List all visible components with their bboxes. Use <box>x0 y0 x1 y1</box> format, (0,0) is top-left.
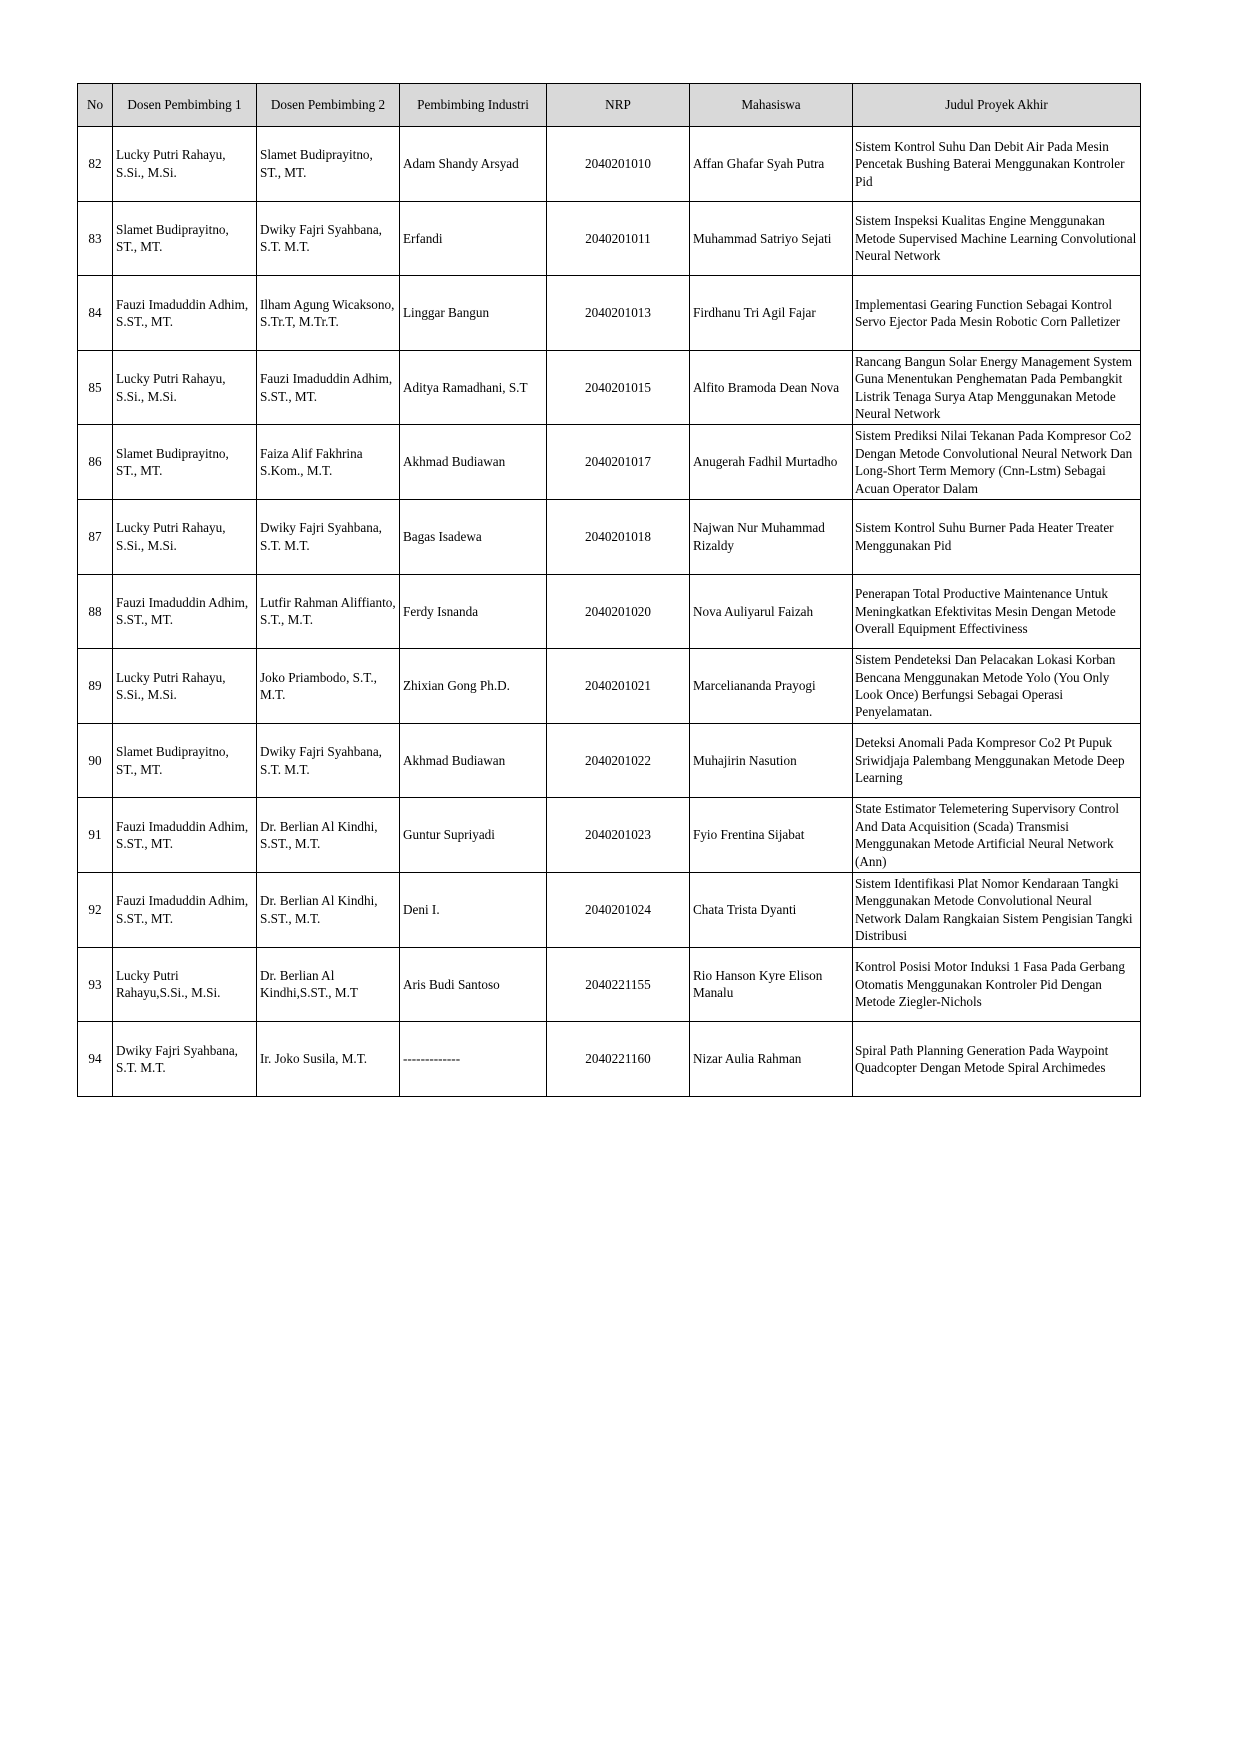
cell-nrp: 2040201011 <box>547 201 690 276</box>
cell-dosen-pembimbing-2: Slamet Budiprayitno, ST., MT. <box>257 127 400 202</box>
cell-pembimbing-industri: Zhixian Gong Ph.D. <box>400 649 547 724</box>
cell-judul-proyek-akhir: Kontrol Posisi Motor Induksi 1 Fasa Pada Gerbang Otomatis Menggunakan Kontroler Pid Dengan Metode Ziegler-Nichols <box>853 947 1141 1022</box>
table-row <box>78 574 1141 649</box>
cell-mahasiswa: Rio Hanson Kyre Elison Manalu <box>690 947 853 1022</box>
table-row <box>78 649 1141 724</box>
cell-judul-proyek-akhir: State Estimator Telemetering Supervisory Control And Data Acquisition (Scada) Transmisi Menggunakan Metode Artificial Neural Network (Ann) <box>853 798 1141 873</box>
cell-mahasiswa: Anugerah Fadhil Murtadho <box>690 425 853 500</box>
cell-nrp: 2040201013 <box>547 276 690 351</box>
cell-judul-proyek-akhir: Rancang Bangun Solar Energy Management System Guna Menentukan Penghematan Pada Pembangkit Listrik Tenaga Surya Atap Menggunakan Metode Neural Network <box>853 350 1141 425</box>
cell-dosen-pembimbing-2: Dwiky Fajri Syahbana, S.T. M.T. <box>257 723 400 798</box>
cell-judul-proyek-akhir: Sistem Kontrol Suhu Dan Debit Air Pada Mesin Pencetak Bushing Baterai Menggunakan Kontroler Pid <box>853 127 1141 202</box>
cell-dosen-pembimbing-1: Slamet Budiprayitno, ST., MT. <box>113 201 257 276</box>
header-mahasiswa: Mahasiswa <box>690 84 853 127</box>
cell-mahasiswa: Muhajirin Nasution <box>690 723 853 798</box>
cell-judul-proyek-akhir: Implementasi Gearing Function Sebagai Kontrol Servo Ejector Pada Mesin Robotic Corn Palletizer <box>853 276 1141 351</box>
cell-pembimbing-industri: Akhmad Budiawan <box>400 425 547 500</box>
table-row <box>78 723 1141 798</box>
cell-dosen-pembimbing-2: Lutfir Rahman Aliffianto, S.T., M.T. <box>257 574 400 649</box>
cell-dosen-pembimbing-2: Joko Priambodo, S.T., M.T. <box>257 649 400 724</box>
cell-judul-proyek-akhir: Sistem Prediksi Nilai Tekanan Pada Kompresor Co2 Dengan Metode Convolutional Neural Network Dan Long-Short Term Memory (Cnn-Lstm) Sebagai Acuan Operator Dalam <box>853 425 1141 500</box>
table-row <box>78 201 1141 276</box>
cell-pembimbing-industri: Aditya Ramadhani, S.T <box>400 350 547 425</box>
cell-mahasiswa: Firdhanu Tri Agil Fajar <box>690 276 853 351</box>
cell-mahasiswa: Muhammad Satriyo Sejati <box>690 201 853 276</box>
cell-nrp: 2040201021 <box>547 649 690 724</box>
cell-pembimbing-industri: Akhmad Budiawan <box>400 723 547 798</box>
cell-dosen-pembimbing-2: Dr. Berlian Al Kindhi, S.ST., M.T. <box>257 872 400 947</box>
table-row <box>78 350 1141 425</box>
table-row <box>78 1022 1141 1097</box>
header-dosen-pembimbing-1: Dosen Pembimbing 1 <box>113 84 257 127</box>
cell-pembimbing-industri: Ferdy Isnanda <box>400 574 547 649</box>
table-row <box>78 872 1141 947</box>
cell-no: 83 <box>78 201 113 276</box>
cell-mahasiswa: Affan Ghafar Syah Putra <box>690 127 853 202</box>
cell-judul-proyek-akhir: Sistem Inspeksi Kualitas Engine Menggunakan Metode Supervised Machine Learning Convolutional Neural Network <box>853 201 1141 276</box>
cell-nrp: 2040201018 <box>547 499 690 574</box>
table-header <box>78 84 1141 127</box>
cell-dosen-pembimbing-1: Lucky Putri Rahayu, S.Si., M.Si. <box>113 350 257 425</box>
cell-judul-proyek-akhir: Sistem Identifikasi Plat Nomor Kendaraan Tangki Menggunakan Metode Convolutional Neural Network Dalam Rangkaian Sistem Pengisian Tangki Distribusi <box>853 872 1141 947</box>
cell-pembimbing-industri: Deni I. <box>400 872 547 947</box>
cell-pembimbing-industri: Guntur Supriyadi <box>400 798 547 873</box>
table-row <box>78 947 1141 1022</box>
cell-mahasiswa: Chata Trista Dyanti <box>690 872 853 947</box>
cell-dosen-pembimbing-1: Fauzi Imaduddin Adhim, S.ST., MT. <box>113 276 257 351</box>
cell-mahasiswa: Najwan Nur Muhammad Rizaldy <box>690 499 853 574</box>
cell-pembimbing-industri: Aris Budi Santoso <box>400 947 547 1022</box>
table-row <box>78 276 1141 351</box>
cell-no: 88 <box>78 574 113 649</box>
project-table <box>77 83 1141 1097</box>
cell-dosen-pembimbing-1: Slamet Budiprayitno, ST., MT. <box>113 425 257 500</box>
cell-mahasiswa: Alfito Bramoda Dean Nova <box>690 350 853 425</box>
cell-dosen-pembimbing-2: Dr. Berlian Al Kindhi,S.ST., M.T <box>257 947 400 1022</box>
cell-no: 85 <box>78 350 113 425</box>
cell-pembimbing-industri: Bagas Isadewa <box>400 499 547 574</box>
cell-nrp: 2040221160 <box>547 1022 690 1097</box>
cell-no: 94 <box>78 1022 113 1097</box>
cell-dosen-pembimbing-1: Fauzi Imaduddin Adhim, S.ST., MT. <box>113 798 257 873</box>
cell-dosen-pembimbing-1: Lucky Putri Rahayu, S.Si., M.Si. <box>113 499 257 574</box>
cell-mahasiswa: Fyio Frentina Sijabat <box>690 798 853 873</box>
cell-dosen-pembimbing-2: Faiza Alif Fakhrina S.Kom., M.T. <box>257 425 400 500</box>
cell-judul-proyek-akhir: Deteksi Anomali Pada Kompresor Co2 Pt Pupuk Sriwidjaja Palembang Menggunakan Metode Deep Learning <box>853 723 1141 798</box>
cell-dosen-pembimbing-1: Lucky Putri Rahayu,S.Si., M.Si. <box>113 947 257 1022</box>
cell-no: 92 <box>78 872 113 947</box>
cell-mahasiswa: Marcelianandа Prayogi <box>690 649 853 724</box>
cell-no: 90 <box>78 723 113 798</box>
table-row <box>78 127 1141 202</box>
cell-pembimbing-industri: Linggar Bangun <box>400 276 547 351</box>
cell-no: 93 <box>78 947 113 1022</box>
cell-no: 89 <box>78 649 113 724</box>
cell-judul-proyek-akhir: Spiral Path Planning Generation Pada Waypoint Quadcopter Dengan Metode Spiral Archimedes <box>853 1022 1141 1097</box>
header-judul-proyek-akhir: Judul Proyek Akhir <box>853 84 1141 127</box>
cell-dosen-pembimbing-2: Ir. Joko Susila, M.T. <box>257 1022 400 1097</box>
cell-mahasiswa: Nova Auliyarul Faizah <box>690 574 853 649</box>
header-nrp: NRP <box>547 84 690 127</box>
cell-dosen-pembimbing-1: Lucky Putri Rahayu, S.Si., M.Si. <box>113 127 257 202</box>
table-row <box>78 425 1141 500</box>
cell-nrp: 2040201024 <box>547 872 690 947</box>
cell-dosen-pembimbing-1: Fauzi Imaduddin Adhim, S.ST., MT. <box>113 872 257 947</box>
cell-nrp: 2040221155 <box>547 947 690 1022</box>
cell-nrp: 2040201015 <box>547 350 690 425</box>
header-pembimbing-industri: Pembimbing Industri <box>400 84 547 127</box>
cell-dosen-pembimbing-2: Dwiky Fajri Syahbana, S.T. M.T. <box>257 499 400 574</box>
header-no: No <box>78 84 113 127</box>
cell-dosen-pembimbing-1: Dwiky Fajri Syahbana, S.T. M.T. <box>113 1022 257 1097</box>
table-body <box>78 127 1141 1097</box>
header-dosen-pembimbing-2: Dosen Pembimbing 2 <box>257 84 400 127</box>
cell-dosen-pembimbing-1: Lucky Putri Rahayu, S.Si., M.Si. <box>113 649 257 724</box>
cell-no: 84 <box>78 276 113 351</box>
cell-judul-proyek-akhir: Sistem Kontrol Suhu Burner Pada Heater Treater Menggunakan Pid <box>853 499 1141 574</box>
cell-pembimbing-industri: ------------- <box>400 1022 547 1097</box>
cell-no: 87 <box>78 499 113 574</box>
cell-no: 82 <box>78 127 113 202</box>
cell-dosen-pembimbing-2: Dr. Berlian Al Kindhi, S.ST., M.T. <box>257 798 400 873</box>
cell-nrp: 2040201020 <box>547 574 690 649</box>
cell-nrp: 2040201010 <box>547 127 690 202</box>
header-row <box>78 84 1141 127</box>
cell-nrp: 2040201023 <box>547 798 690 873</box>
cell-dosen-pembimbing-2: Fauzi Imaduddin Adhim, S.ST., MT. <box>257 350 400 425</box>
cell-no: 86 <box>78 425 113 500</box>
table-row <box>78 798 1141 873</box>
cell-pembimbing-industri: Adam Shandy Arsyad <box>400 127 547 202</box>
table-row <box>78 499 1141 574</box>
cell-nrp: 2040201017 <box>547 425 690 500</box>
cell-mahasiswa: Nizar Aulia Rahman <box>690 1022 853 1097</box>
cell-dosen-pembimbing-1: Slamet Budiprayitno, ST., MT. <box>113 723 257 798</box>
cell-pembimbing-industri: Erfandi <box>400 201 547 276</box>
cell-dosen-pembimbing-2: Ilham Agung Wicaksono, S.Tr.T, M.Tr.T. <box>257 276 400 351</box>
cell-judul-proyek-akhir: Sistem Pendeteksi Dan Pelacakan Lokasi Korban Bencana Menggunakan Metode Yolo (You Only Look Once) Berfungsi Sebagai Operasi Penyelamatan. <box>853 649 1141 724</box>
cell-dosen-pembimbing-2: Dwiky Fajri Syahbana, S.T. M.T. <box>257 201 400 276</box>
cell-nrp: 2040201022 <box>547 723 690 798</box>
cell-judul-proyek-akhir: Penerapan Total Productive Maintenance Untuk Meningkatkan Efektivitas Mesin Dengan Metode Overall Equipment Effectiviness <box>853 574 1141 649</box>
cell-no: 91 <box>78 798 113 873</box>
cell-dosen-pembimbing-1: Fauzi Imaduddin Adhim, S.ST., MT. <box>113 574 257 649</box>
